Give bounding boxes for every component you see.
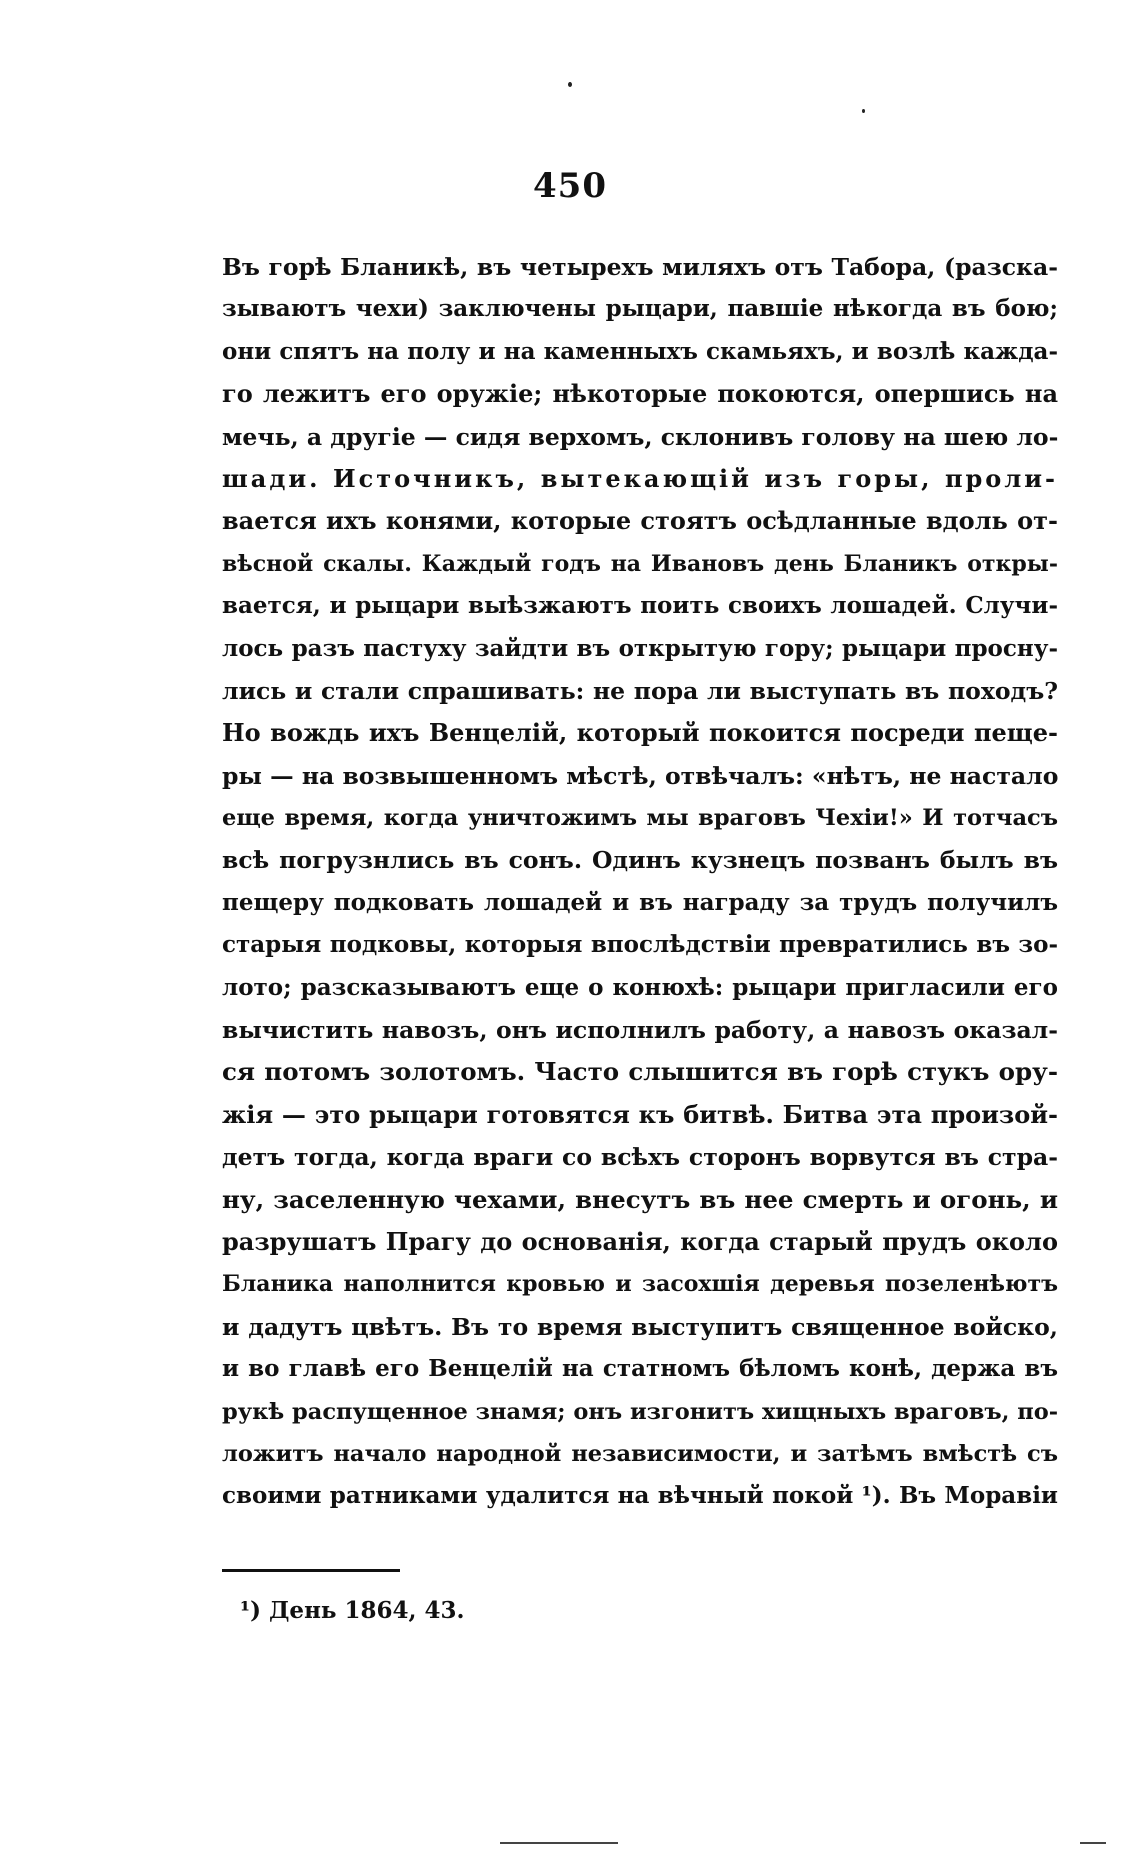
- page-edge-mark: [500, 1842, 618, 1844]
- text-line: вается ихъ конями, которые стоятъ осѣдланные вдоль от-: [222, 506, 1058, 536]
- text-line: ся потомъ золотомъ. Часто слышится въ горѣ стукъ ору-: [222, 1057, 1058, 1087]
- page-edge-mark: [1080, 1842, 1106, 1844]
- ink-speck: [568, 82, 572, 87]
- text-line: разрушатъ Прагу до основанія, когда старый прудъ около: [222, 1226, 1058, 1256]
- text-line: и дадутъ цвѣтъ. Въ то время выступитъ священное войско,: [222, 1312, 1058, 1341]
- body-text: [222, 246, 1058, 1518]
- text-line: вается, и рыцари выѣзжаютъ поить своихъ лошадей. Случи-: [222, 592, 1058, 620]
- footnote-text: День 1864, 43.: [268, 1597, 465, 1624]
- footnote-marker: ¹): [240, 1597, 261, 1624]
- text-line: жія — это рыцари готовятся къ битвѣ. Битва эта произой-: [222, 1099, 1058, 1129]
- text-line: и во главѣ его Венцелій на статномъ бѣломъ конѣ, держа въ: [222, 1355, 1058, 1383]
- text-line: они спятъ на полу и на каменныхъ скамьяхъ, и возлѣ кажда-: [222, 337, 1058, 365]
- text-line: лось разъ пастуху зайдти въ открытую гору; рыцари просну-: [222, 634, 1058, 662]
- text-line: Бланика наполнится кровью и засохшія деревья позеленѣютъ: [222, 1271, 1058, 1298]
- footnote: [240, 1597, 465, 1624]
- text-line: лото; разсказываютъ еще о конюхѣ: рыцари пригласили его: [222, 973, 1058, 1001]
- text-line: ложитъ начало народной независимости, и затѣмъ вмѣстѣ съ: [222, 1440, 1058, 1467]
- text-line: вѣсной скалы. Каждый годъ на Ивановъ день Бланикъ откры-: [222, 550, 1058, 577]
- text-line: своими ратниками удалится на вѣчный покой ¹). Въ Моравіи: [222, 1482, 1058, 1510]
- ink-speck: [862, 109, 865, 113]
- page-number: 450: [533, 166, 607, 206]
- text-line: ры — на возвышенномъ мѣстѣ, отвѣчалъ: «нѣтъ, не настало: [222, 761, 1058, 790]
- footnote-divider: [222, 1569, 400, 1572]
- text-line: вычистить навозъ, онъ исполнилъ работу, а навозъ оказал-: [222, 1016, 1058, 1045]
- text-line: ну, заселенную чехами, внесутъ въ нее смерть и огонь, и: [222, 1184, 1058, 1214]
- text-line: еще время, когда уничтожимъ мы враговъ Чехіи!» И тотчасъ: [222, 805, 1058, 832]
- text-line: всѣ погрузнлись въ сонъ. Одинъ кузнецъ позванъ былъ въ: [222, 846, 1058, 875]
- text-line: мечь, а другіе — сидя верхомъ, склонивъ голову на шею ло-: [222, 422, 1058, 451]
- text-line: старыя подковы, которыя впослѣдствіи превратились въ зо-: [222, 931, 1058, 959]
- text-line: рукѣ распущенное знамя; онъ изгонитъ хищныхъ враговъ, по-: [222, 1398, 1058, 1425]
- text-line: Въ горѣ Бланикѣ, въ четырехъ миляхъ отъ Табора, (разска-: [222, 253, 1058, 281]
- text-line: го лежитъ его оружіе; нѣкоторые покоются, опершись на: [222, 379, 1058, 409]
- text-line: шади. Источникъ, вытекающій изъ горы, проли-: [222, 463, 1058, 493]
- text-line: Но вождь ихъ Венцелій, который покоится посреди пеще-: [222, 718, 1058, 748]
- text-line: детъ тогда, когда враги со всѣхъ сторонъ ворвутся въ стра-: [222, 1143, 1058, 1172]
- text-line: пещеру подковать лошадей и въ награду за трудъ получилъ: [222, 888, 1058, 916]
- text-line: лись и стали спрашивать: не пора ли выступать въ походъ?: [222, 676, 1058, 705]
- text-line: зываютъ чехи) заключены рыцари, павшіе нѣкогда въ бою;: [222, 295, 1058, 323]
